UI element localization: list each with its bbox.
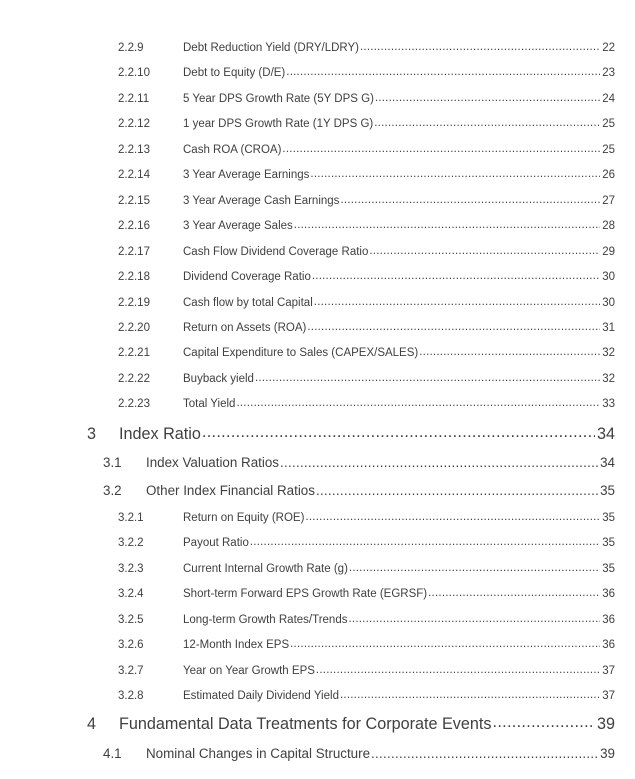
toc-entry-number: 2.2.21: [118, 346, 150, 359]
toc-entry-page: 30: [602, 296, 615, 309]
dot-leader: [371, 745, 598, 758]
toc-entry-title: Return on Equity (ROE): [183, 511, 305, 524]
dot-leader: [286, 64, 600, 76]
toc-entry-title: Payout Ratio: [183, 536, 249, 549]
toc-entry-number: 3.2.7: [118, 664, 144, 677]
dot-leader: [375, 90, 600, 102]
toc-entry-title: Year on Year Growth EPS: [183, 664, 315, 677]
dot-leader: [314, 294, 600, 306]
toc-entry-page: 23: [602, 66, 615, 79]
toc-entry-title: Fundamental Data Treatments for Corporate Events: [119, 715, 492, 734]
toc-entry-page: 26: [602, 168, 615, 181]
toc-entry[interactable]: [118, 39, 615, 55]
dot-leader: [310, 166, 600, 178]
toc-entry[interactable]: [118, 534, 615, 550]
toc-entry-page: 32: [602, 346, 615, 359]
dot-leader: [202, 423, 595, 439]
toc-entry[interactable]: [118, 192, 615, 208]
toc-entry-title: Short-term Forward EPS Growth Rate (EGRSF): [183, 587, 428, 600]
toc-entry-number: 3.2.6: [118, 638, 144, 651]
toc-entry-number: 2.2.10: [118, 66, 150, 79]
toc-entry-number: 3.2: [103, 483, 122, 499]
toc-entry-number: 2.2.22: [118, 372, 150, 385]
toc-entry[interactable]: [118, 509, 615, 525]
toc-entry-number: 3.2.4: [118, 587, 144, 600]
dot-leader: [340, 192, 600, 204]
dot-leader: [369, 243, 600, 255]
toc-entry[interactable]: [118, 395, 615, 411]
toc-entry-title: Debt Reduction Yield (DRY/LDRY): [183, 41, 359, 54]
dot-leader: [349, 560, 600, 572]
toc-entry[interactable]: [118, 344, 615, 360]
toc-entry-page: 36: [602, 613, 615, 626]
toc-entry-page: 35: [602, 562, 615, 575]
toc-entry[interactable]: [118, 662, 615, 678]
toc-entry-title: Debt to Equity (D/E): [183, 66, 286, 79]
toc-entry-title: Long-term Growth Rates/Trends: [183, 613, 348, 626]
toc-entry-page: 24: [602, 92, 615, 105]
toc-entry[interactable]: [118, 268, 615, 284]
toc-entry-title: 1 year DPS Growth Rate (1Y DPS G): [183, 117, 374, 130]
toc-entry-number: 4: [87, 715, 97, 734]
toc-entry[interactable]: [118, 687, 615, 703]
toc-entry-title: Return on Assets (ROA): [183, 321, 307, 334]
toc-entry[interactable]: [118, 294, 615, 310]
dot-leader: [294, 217, 600, 229]
toc-entry[interactable]: [118, 141, 615, 157]
toc-entry[interactable]: [118, 585, 615, 601]
toc-entry[interactable]: [118, 243, 615, 259]
toc-entry-number: 2.2.14: [118, 168, 150, 181]
dot-leader: [316, 482, 598, 495]
toc-entry[interactable]: [118, 217, 615, 233]
toc-entry-title: 3 Year Average Sales: [183, 219, 293, 232]
dot-leader: [282, 141, 600, 153]
toc-entry-number: 2.2.19: [118, 296, 150, 309]
toc-entry-number: 3: [87, 425, 97, 444]
toc-entry[interactable]: [118, 370, 615, 386]
toc-entry-number: 2.2.13: [118, 143, 150, 156]
toc-entry[interactable]: [118, 560, 615, 576]
toc-entry-number: 2.2.23: [118, 397, 150, 410]
dot-leader: [348, 611, 600, 623]
toc-entry-title: Other Index Financial Ratios: [146, 483, 315, 499]
dot-leader: [316, 662, 600, 674]
toc-entry-page: 35: [602, 511, 615, 524]
toc-entry-title: Index Valuation Ratios: [146, 455, 279, 471]
toc-entry-page: 28: [602, 219, 615, 232]
toc-entry-title: Estimated Daily Dividend Yield: [183, 689, 339, 702]
toc-entry-title: Dividend Coverage Ratio: [183, 270, 311, 283]
toc-entry-number: 4.1: [103, 746, 122, 762]
toc-entry-title: Total Yield: [183, 397, 236, 410]
toc-entry-title: 3 Year Average Cash Earnings: [183, 194, 340, 207]
dot-leader: [236, 395, 600, 407]
toc-entry-title: Index Ratio: [119, 425, 201, 444]
toc-entry[interactable]: [118, 166, 615, 182]
toc-entry-number: 2.2.9: [118, 41, 144, 54]
toc-entry-number: 2.2.18: [118, 270, 150, 283]
dot-leader: [290, 636, 600, 648]
toc-entry-number: 3.1: [103, 455, 122, 471]
toc-entry-number: 3.2.5: [118, 613, 144, 626]
toc-entry-page: 25: [602, 143, 615, 156]
toc-entry[interactable]: [118, 115, 615, 131]
toc-entry-title: Capital Expenditure to Sales (CAPEX/SALES): [183, 346, 419, 359]
toc-entry-page: 37: [602, 689, 615, 702]
dot-leader: [340, 687, 600, 699]
toc-entry-page: 30: [602, 270, 615, 283]
toc-entry-page: 36: [602, 638, 615, 651]
dot-leader: [307, 319, 600, 331]
toc-section[interactable]: [103, 745, 615, 763]
toc-entry-page: 35: [600, 483, 615, 499]
toc-entry-page: 34: [600, 455, 615, 471]
toc-entry[interactable]: [118, 90, 615, 106]
dot-leader: [360, 39, 600, 51]
toc-entry-number: 3.2.8: [118, 689, 144, 702]
toc-entry-title: Cash flow by total Capital: [183, 296, 313, 309]
toc-entry[interactable]: [118, 319, 615, 335]
dot-leader: [428, 585, 600, 597]
toc-entry-page: 29: [602, 245, 615, 258]
toc-entry-title: 3 Year Average Earnings: [183, 168, 310, 181]
toc-entry-page: 39: [600, 746, 615, 762]
dot-leader: [419, 344, 600, 356]
toc-entry-page: 37: [602, 664, 615, 677]
toc-entry-number: 2.2.15: [118, 194, 150, 207]
toc-entry-title: 5 Year DPS Growth Rate (5Y DPS G): [183, 92, 374, 105]
dot-leader: [255, 370, 600, 382]
toc-entry-title: Current Internal Growth Rate (g): [183, 562, 348, 575]
toc-entry-number: 3.2.2: [118, 536, 144, 549]
dot-leader: [312, 268, 600, 280]
toc-entry-page: 32: [602, 372, 615, 385]
toc-entry-number: 3.2.3: [118, 562, 144, 575]
toc-entry-number: 2.2.11: [118, 92, 150, 105]
toc-entry-title: Buyback yield: [183, 372, 254, 385]
dot-leader: [250, 534, 600, 546]
toc-entry-page: 36: [602, 587, 615, 600]
dot-leader: [280, 454, 598, 467]
toc-entry-page: 39: [596, 715, 615, 734]
toc-entry-number: 2.2.16: [118, 219, 150, 232]
toc-entry[interactable]: [118, 611, 615, 627]
dot-leader: [374, 115, 600, 127]
toc-entry-page: 25: [602, 117, 615, 130]
toc-section[interactable]: [103, 454, 615, 472]
toc-entry-title: 12-Month Index EPS: [183, 638, 290, 651]
toc-section[interactable]: [103, 482, 615, 500]
toc-entry[interactable]: [118, 636, 615, 652]
toc-entry-page: 35: [602, 536, 615, 549]
toc-entry-page: 34: [596, 425, 615, 444]
toc-entry-title: Cash Flow Dividend Coverage Ratio: [183, 245, 369, 258]
toc-entry-title: Cash ROA (CROA): [183, 143, 282, 156]
toc-entry-number: 3.2.1: [118, 511, 144, 524]
toc-entry-number: 2.2.17: [118, 245, 150, 258]
dot-leader: [305, 509, 600, 521]
toc-chapter[interactable]: [87, 423, 615, 445]
toc-entry[interactable]: [118, 64, 615, 80]
toc-entry-title: Nominal Changes in Capital Structure: [146, 746, 371, 762]
dot-leader: [493, 713, 595, 729]
toc-entry-number: 2.2.12: [118, 117, 150, 130]
toc-chapter[interactable]: [87, 713, 615, 735]
toc-entry-page: 22: [602, 41, 615, 54]
toc-entry-number: 2.2.20: [118, 321, 150, 334]
toc-entry-page: 27: [602, 194, 615, 207]
toc-entry-page: 31: [602, 321, 615, 334]
toc-entry-page: 33: [602, 397, 615, 410]
